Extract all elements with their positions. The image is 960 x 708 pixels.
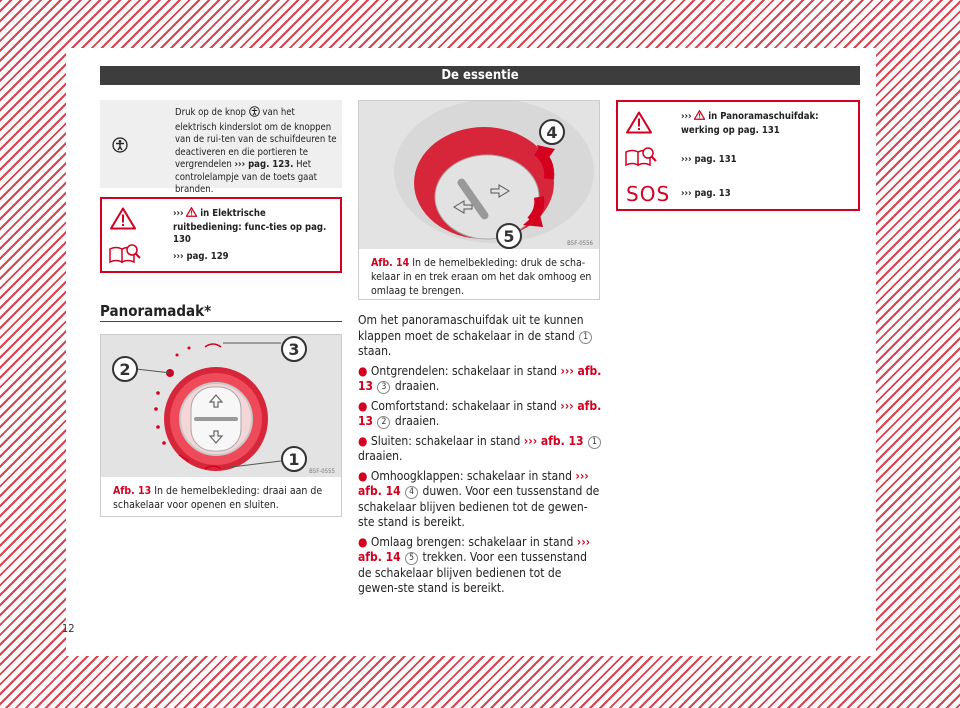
bullet-item: ● Ontgrendelen: schakelaar in stand ››› afb. 13 3 draaien. [358,363,602,393]
figure-14-caption: Afb. 14 In de hemelbekleding: druk de scha-kelaar in en trek eraan om het dak omhoog en omlaag te brengen. [371,257,592,297]
figure-14 [358,100,600,300]
body-text [358,313,602,597]
bullet-item: ● Sluiten: schakelaar in stand ››› afb. 13 1 draaien. [358,434,602,465]
rotary-switch-illustration [101,335,341,477]
figure-ref[interactable]: ››› afb. 14 [358,534,591,564]
push-pull-switch-illustration [359,101,599,249]
child-lock-inline-icon [249,106,260,122]
bullet-list [358,364,602,597]
callout-4: 4 [546,123,558,142]
figure-14-image [359,101,599,249]
figure-14-code: B5F-0556 [567,240,593,247]
bullet-dot: ● [358,433,371,448]
bullet-dot: ● [358,398,371,413]
figure-13-image [101,335,341,477]
callout-1: 1 [288,450,300,469]
info-box [100,100,342,195]
position-number: 3 [377,381,390,394]
child-lock-icon [112,137,128,157]
warning-box-right [616,100,860,211]
info-ref[interactable]: ››› pag. 123. [234,159,294,170]
bullet-item: ● Omlaag brengen: schakelaar in stand ››› afb. 14 5 trekken. Voor een tussenstand de schakelaar blijven bedienen tot de gewen-ste stand is bereikt. [358,534,591,595]
sos-icon: SOS [626,182,671,206]
figure-13-code: B5F-0555 [309,468,335,475]
bullet-item: ● Comfortstand: schakelaar in stand ››› afb. 13 2 draaien. [358,398,602,428]
book-ref-text[interactable]: ››› pag. 129 [173,251,229,262]
figure-ref[interactable]: ››› afb. 13 [358,398,602,428]
figure-13-caption: Afb. 13 In de hemelbekleding: draai aan de schakelaar voor openen en sluiten. [113,485,323,511]
bullet-dot: ● [358,363,371,378]
figure-ref[interactable]: ››› afb. 13 [523,433,584,448]
position-number: 2 [377,416,390,429]
page-header: De essentie [100,66,860,85]
warning-icon [626,111,652,138]
position-number: 1 [588,436,601,449]
bullet-item: ● Omhoogklappen: schakelaar in stand ››› afb. 14 4 duwen. Voor een tussenstand de schakelaar blijven bedienen tot de gewen-ste stand is bereikt. [358,468,600,529]
callout-3: 3 [288,340,300,359]
warning-ref-text: ››› in Elektrische ruitbediening: func-ties op pag. 130 [173,208,327,245]
position-number: 4 [405,486,418,499]
warning-ref-text: ››› in Panoramaschuifdak: werking op pag. 131 [681,111,819,136]
sos-ref-text[interactable]: ››› pag. 13 [681,188,731,199]
callout-2: 2 [119,360,131,379]
book-search-icon [624,146,658,172]
warning-icon [110,207,136,234]
figure-ref[interactable]: ››› afb. 14 [358,468,589,498]
inline-warning-icon [186,207,197,222]
heading-rule [100,321,342,322]
bullet-dot: ● [358,534,371,549]
book-search-icon [108,243,142,269]
bullet-dot: ● [358,468,371,483]
warning-box [100,197,342,273]
figure-13 [100,334,342,517]
section-heading: Panoramadak* [100,302,212,320]
book-ref-text[interactable]: ››› pag. 131 [681,154,737,165]
position-number: 5 [405,552,418,565]
figure-ref[interactable]: ››› afb. 13 [358,363,602,393]
info-text: Druk op de knop van het elektrisch kinderslot om de knoppen van de rui-ten van de schuifdeuren te deactiveren en die portieren te vergrendelen ››› pag. 123. Het controlelampje van de toets gaat branden. [175,107,337,195]
intro-paragraph: Om het panoramaschuifdak uit te kunnen klappen moet de schakelaar in de stand 1 staan. [358,313,602,360]
callout-5: 5 [503,227,515,246]
inline-warning-icon [694,110,705,125]
page-number: 12 [62,622,75,635]
